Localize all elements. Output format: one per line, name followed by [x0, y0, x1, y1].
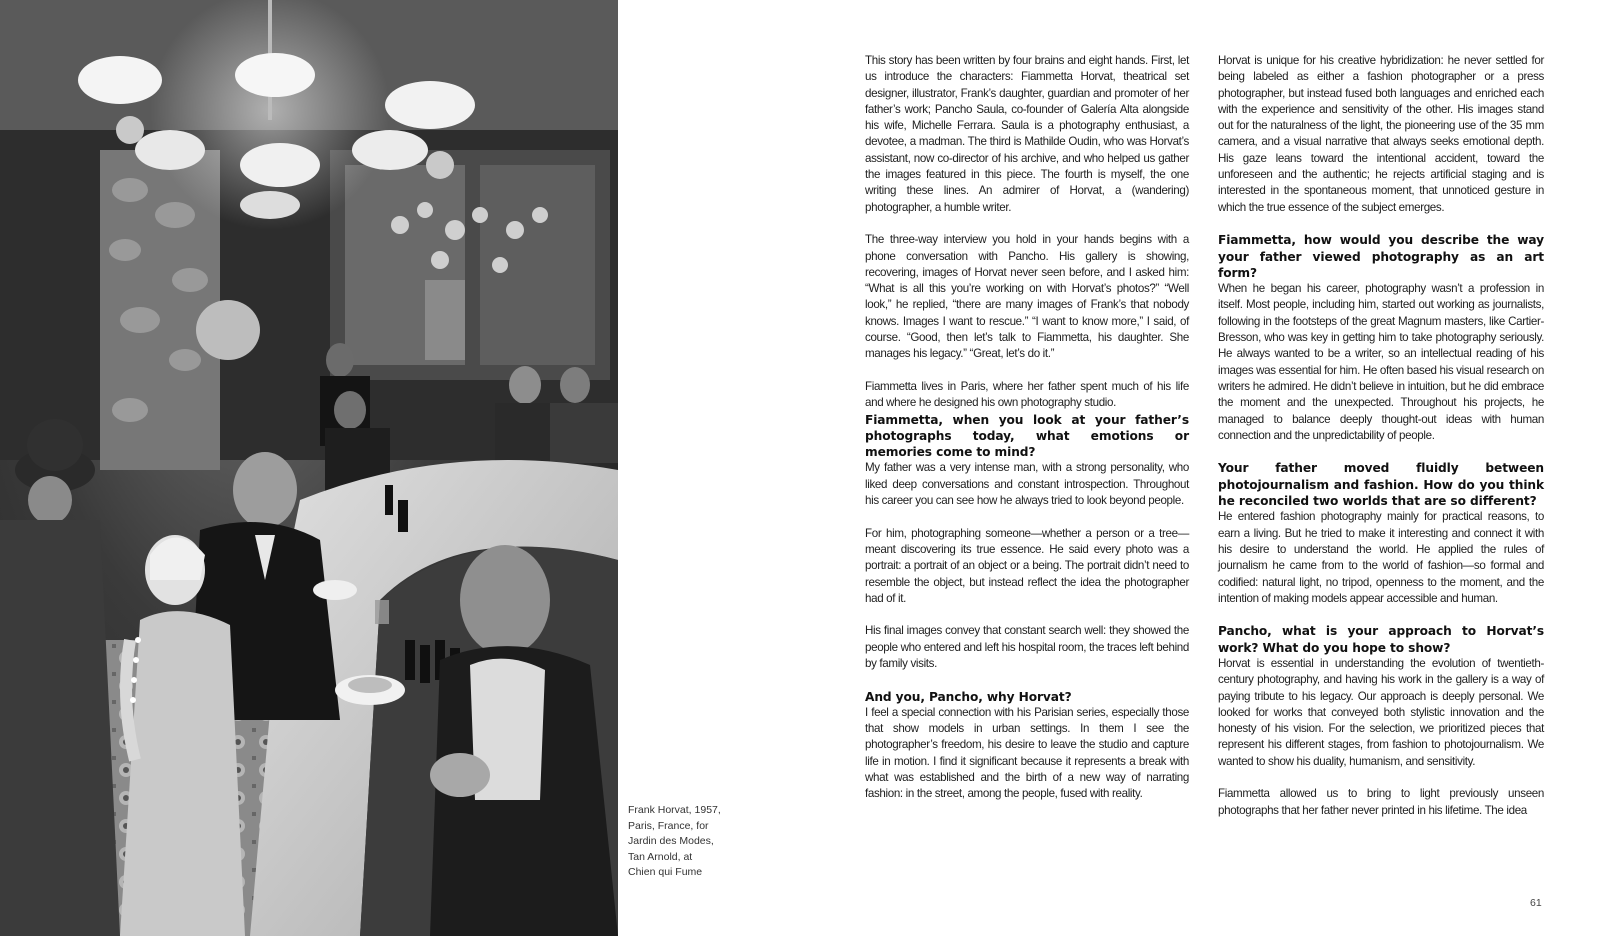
paragraph: Fiammetta allowed us to bring to light previously unseen photographs that her father never printed in his lifetime. The idea: [1218, 787, 1544, 817]
text-column-right: [1218, 53, 1544, 835]
interview-question: Fiammetta, when you look at your father’s photographs today, what emotions or memories come to mind?: [865, 412, 1189, 460]
interview-question: And you, Pancho, why Horvat?: [865, 689, 1072, 704]
interview-answer: My father was a very intense man, with a strong personality, who liked deep conversations and constant introspection. Throughout his career you can see how he always tried to look beyond people.: [865, 461, 1189, 508]
qa-block: [865, 689, 1189, 803]
paragraph: This story has been written by four brains and eight hands. First, let us introduce the characters: Fiammetta Horvat, theatrical set designer, illustrator, Frank’s daughter, guardian and promoter of her father’s work; Pancho Saula, co-founder of Galería Alta alongside his wife, Michelle Ferrara. Saula is a photography enthusiast, a devotee, a madman. The third is Mathilde Oudin, who was Horvat’s assistant, now co-director of his archive, and who helped us gather the images featured in this piece. The fourth is myself, the one writing these lines. An admirer of Horvat, a (wandering) photographer, a humble writer.: [865, 54, 1189, 214]
caption-line: Frank Horvat, 1957,: [628, 804, 721, 816]
caption-line: Jardin des Modes,: [628, 835, 714, 848]
caption-line: Tan Arnold, at: [628, 850, 693, 863]
qa-block: [1218, 623, 1544, 770]
page-number: 61: [1530, 897, 1542, 909]
caption-line: Paris, France, for: [628, 819, 709, 832]
paragraph: For him, photographing someone—whether a person or a tree—meant discovering its true essence. He said every photo was a portrait: a portrait of an object or a being. The portrait didn’t need to resemble the object, but instead reflect the idea the photographer had of it.: [865, 526, 1189, 605]
photograph-illustration: [0, 0, 618, 936]
interview-answer: I feel a special connection with his Parisian series, especially those that show models in urban settings. In them I see the photographer’s freedom, his desire to leave the studio and capture life in motion. I find it significant because it represents a break with what was established and the birth of a new way of narrating fashion: in the street, among the people, fused with reality.: [865, 705, 1189, 801]
interview-answer: He entered fashion photography mainly for practical reasons, to earn a living. But he tried to make it interesting and connect it with his desire to understand the world. He applied the rules of journalism he came from to the world of fashion—so formal and codified: natural light, no tripod, openness to the moment, and the intention of making models appear accessible and human.: [1218, 510, 1544, 605]
qa-block: [1218, 460, 1544, 607]
paragraph: Horvat is unique for his creative hybridization: he never settled for being labeled as either a fashion photographer or a press photographer, but instead fused both languages and enriched each with the experience and sensitivity of the other. His images stand out for the naturalness of the light, the pioneering use of the 35 mm camera, and a visual narrative that always seeks emotional depth. His gaze leans toward the intentional accident, toward the unforeseen and the authentic; he rejects artificial staging and is interested in the spontaneous moment, that unnoticed gesture in which the true essence of the subject emerges.: [1218, 54, 1544, 214]
paragraph: His final images convey that constant search well: they showed the people who entered and left his hospital room, the traces left behind by family visits.: [865, 624, 1189, 670]
interview-answer: When he began his career, photography wasn’t a profession in itself. Most people, including him, started out working as journalists, following in the footsteps of the great Magnum masters, like Cartier-Bresson, who was key in getting him to take photography seriously. He always wanted to be a writer, so an intellectual reading of his images was essential for him. He often based his visual research on writers he admired. He didn’t believe in intuition, but he did embrace the moment and the unexpected. Throughout his projects, he managed to balance deeply thought-out ideas with human connection and the unpredictability of people.: [1218, 282, 1544, 442]
interview-answer: Horvat is essential in understanding the evolution of twentieth-century photography, and having his work in the gallery is a way of paying tribute to his legacy. Our approach is deeply personal. We looked for works that conveyed both stylistic innovation and the honesty of his vision. For the selection, we prioritized pieces that represent his different stages, from fashion to photojournalism. We wanted to show his duality, humanism, and sensitivity.: [1218, 656, 1544, 768]
interview-question: Your father moved fluidly between photojournalism and fashion. How do you think he reconciled two worlds that are so different?: [1218, 461, 1544, 509]
qa-block: [1218, 232, 1544, 444]
qa-block: [865, 379, 1189, 509]
caption-line: Chien qui Fume: [628, 866, 703, 879]
paragraph-text: Fiammetta lives in Paris, where her father spent much of his life and where he designed his own photography studio.: [865, 379, 1189, 410]
interview-question: Pancho, what is your approach to Horvat’s work? What do you hope to show?: [1218, 624, 1544, 655]
interview-question: Fiammetta, how would you describe the way your father viewed photography as an art form?: [1218, 233, 1544, 280]
man-with-hat: [0, 419, 120, 936]
text-column-left: [865, 53, 1189, 819]
cafe-photograph: [0, 0, 618, 936]
paragraph: The three-way interview you hold in your hands begins with a phone conversation with Pancho. His gallery is showing, recovering, images of Horvat never seen before, and I asked him: “What is all this you’re working on with Horvat’s photos?” “Well look,” he replied, “there are many images of Frank’s that nobody knows. Images I want to rescue.” “I want to know more,” I said, of course. “Good, then let’s talk to Fiammetta, his daughter. She manages his legacy.” “Great, let’s do it.”: [865, 233, 1189, 361]
photo-caption: [628, 803, 738, 881]
